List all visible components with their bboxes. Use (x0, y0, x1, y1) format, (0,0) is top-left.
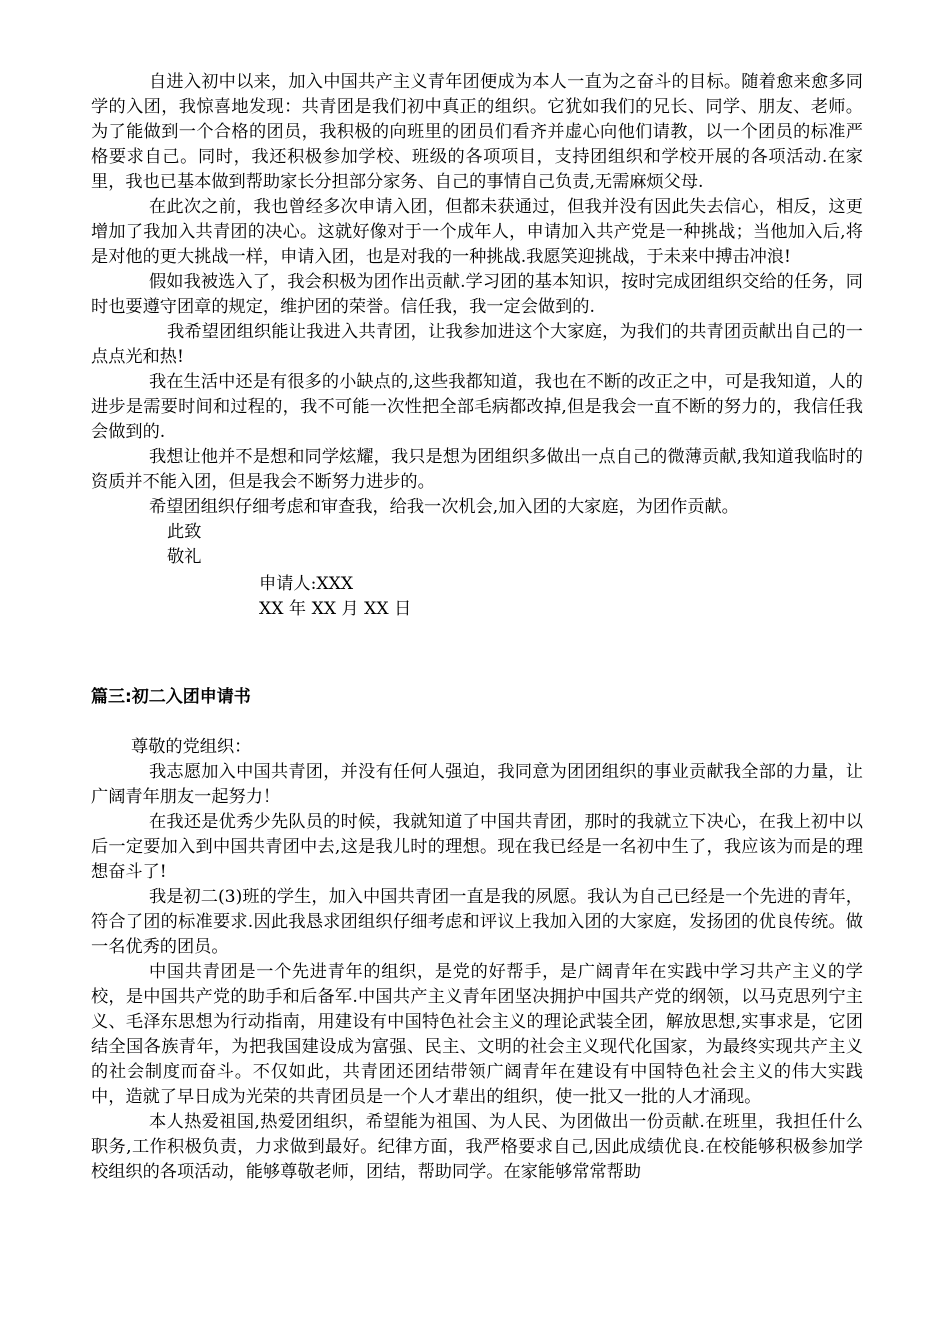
paragraph-9: 在我还是优秀少先队员的时候，我就知道了中国共青团，那时的我就立下决心，在我上初中以后一定要加入到中国共青团中去,这是我儿时的理想。现在我已经是一名初中生了，我应该为而是的理想奋斗了! (91, 812, 863, 882)
paragraph-10: 我是初二(3)班的学生，加入中国共青团一直是我的夙愿。我认为自己已经是一个先进的青年，符合了团的标准要求.因此我恳求团组织仔细考虑和评议上我加入团的大家庭，发扬团的优良传统。做一名优秀的团员。 (91, 887, 863, 957)
closing-salute: 此致 (167, 522, 202, 542)
paragraph-2: 在此次之前，我也曾经多次申请入团，但都未获通过，但我并没有因此失去信心，相反，这更增加了我加入共青团的决心。这就好像对于一个成年人，申请加入共产党是一种挑战；当他加入后,将是对他的更大挑战一样，申请入团，也是对我的一种挑战.我愿笑迎挑战，于未来中搏击冲浪! (91, 197, 863, 267)
document-page (91, 70, 863, 1185)
paragraph-6: 我想让他并不是想和同学炫耀，我只是想为团组织多做出一点自己的微薄贡献,我知道我临时的资质并不能入团，但是我会不断努力进步的。 (91, 447, 863, 492)
paragraph-11: 中国共青团是一个先进青年的组织，是党的好帮手，是广阔青年在实践中学习共产主义的学校，是中国共产党的助手和后备军.中国共产主义青年团坚决拥护中国共产党的纲领，以马克思列宁主义、毛泽东思想为行动指南，用建设有中国特色社会主义的理论武装全团，解放思想,实事求是，它团结全国各族青年，为把我国建设成为富强、民主、文明的社会主义现代化国家，为最终实现共产主义的社会制度而奋斗。不仅如此，共青团还团结带领广阔青年在建设有中国特色社会主义的伟大实践中，造就了早日成为光荣的共青团员是一个人才辈出的组织，使一批又一批的人才涌现。 (91, 962, 863, 1107)
sign-date: XX 年 XX 月 XX 日 (259, 599, 412, 619)
paragraph-7: 希望团组织仔细考虑和审查我，给我一次机会,加入团的大家庭，为团作贡献。 (149, 497, 739, 517)
closing-regards: 敬礼 (167, 547, 202, 567)
paragraph-8: 我志愿加入中国共青团，并没有任何人强迫，我同意为团团组织的事业贡献我全部的力量，让广阔青年朋友一起努力！ (91, 762, 863, 807)
paragraph-4: 我希望团组织能让我进入共青团，让我参加进这个大家庭，为我们的共青团贡献出自己的一点点光和热! (91, 322, 863, 367)
salutation: 尊敬的党组织： (131, 737, 252, 757)
paragraph-5: 我在生活中还是有很多的小缺点的,这些我都知道，我也在不断的改正之中，可是我知道，人的进步是需要时间和过程的，我不可能一次性把全部毛病都改掉,但是我会一直不断的努力的，我信任我会做到的. (91, 372, 863, 442)
paragraph-1: 自进入初中以来，加入中国共产主义青年团便成为本人一直为之奋斗的目标。随着愈来愈多同学的入团，我惊喜地发现：共青团是我们初中真正的组织。它犹如我们的兄长、同学、朋友、老师。为了能做到一个合格的团员，我积极的向班里的团员们看齐并虚心向他们请教，以一个团员的标准严格要求自己。同时，我还积极参加学校、班级的各项项目，支持团组织和学校开展的各项活动.在家里，我也已基本做到帮助家长分担部分家务、自己的事情自己负责,无需麻烦父母. (91, 72, 863, 192)
paragraph-3: 假如我被选入了，我会积极为团作出贡献.学习团的基本知识，按时完成团组织交给的任务，同时也要遵守团章的规定，维护团的荣誉。信任我，我一定会做到的. (91, 272, 863, 317)
section-heading: 篇三:初二入团申请书 (91, 687, 251, 707)
paragraph-12: 本人热爱祖国,热爱团组织，希望能为祖国、为人民、为团做出一份贡献.在班里，我担任什么职务,工作积极负责，力求做到最好。纪律方面，我严格要求自己,因此成绩优良.在校能够积极参加学校组织的各项活动，能够尊敬老师，团结，帮助同学。在家能够常常帮助 (91, 1112, 863, 1182)
signer-name: 申请人:XXX (259, 574, 354, 594)
